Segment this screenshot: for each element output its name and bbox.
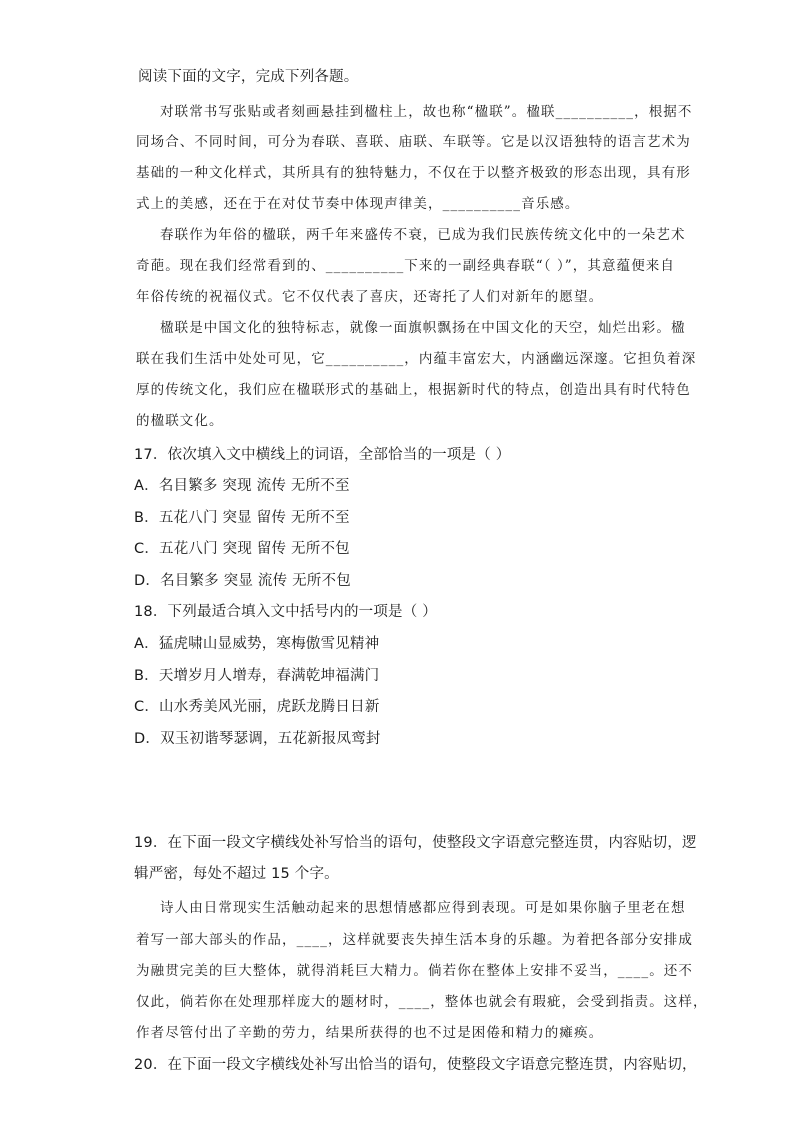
question-17-option-c: C．五花八门 突现 留传 无所不包 — [134, 541, 350, 557]
passage-line: 联在我们生活中处处可见，它__________，内蕴丰富宏大，内涵幽远深邃。它担负着深 — [136, 351, 697, 367]
question-19-stem: 辑严密，每处不超过 15 个字。 — [134, 866, 339, 882]
passage-line: 厚的传统文化，我们应在楹联形式的基础上，根据新时代的特点，创造出具有时代特色 — [136, 382, 691, 398]
question-17-option-b: B．五花八门 突显 留传 无所不至 — [134, 510, 350, 526]
question-18-option-c: C．山水秀美风光丽，虎跃龙腾日日新 — [134, 699, 380, 715]
passage-line: 诗人由日常现实生活触动起来的思想情感都应得到表现。可是如果你脑子里老在想 — [160, 900, 686, 916]
passage-line: 仅此，倘若你在处理那样庞大的题材时，____，整体也就会有瑕疵，会受到指责。这样， — [136, 994, 708, 1010]
passage-line: 奇葩。现在我们经常看到的、__________下来的一副经典春联“（ ）”，其意蕴便来自 — [136, 258, 675, 274]
question-17-option-d: D．名目繁多 突显 流传 无所不包 — [134, 573, 351, 589]
passage-line: 楹联是中国文化的独特标志，就像一面旗帜飘扬在中国文化的天空，灿烂出彩。楹 — [160, 320, 686, 336]
passage-line: 春联作为年俗的楹联，两千年来盛传不衰，已成为我们民族传统文化中的一朵艺术 — [160, 227, 686, 243]
passage-line: 的楹联文化。 — [136, 413, 224, 429]
passage-line: 着写一部大部头的作品，____，这样就要丧失掉生活本身的乐趣。为着把各部分安排成 — [136, 932, 693, 948]
passage-line: 式上的美感，还在于在对仗节奏中体现声律美，__________音乐感。 — [136, 196, 580, 212]
question-18-option-d: D．双玉初谐琴瑟调，五花新报凤鸾封 — [134, 731, 381, 747]
passage-line: 作者尽管付出了辛勤的劳力，结果所获得的也不过是困倦和精力的瘫痪。 — [136, 1025, 604, 1041]
passage-line: 年俗传统的祝福仪式。它不仅代表了喜庆，还寄托了人们对新年的愿望。 — [136, 289, 604, 305]
passage-line: 基础的一种文化样式，其所具有的独特魅力，不仅在于以整齐极致的形态出现，具有形 — [136, 165, 691, 181]
question-18-stem: 18．下列最适合填入文中括号内的一项是（ ） — [134, 604, 437, 620]
question-18-option-b: B．天增岁月人增寿，春满乾坤福满门 — [134, 668, 380, 684]
question-17-stem: 17．依次填入文中横线上的词语，全部恰当的一项是（ ） — [134, 447, 511, 463]
passage-line: 对联常书写张贴或者刻画悬挂到楹柱上，故也称“楹联”。楹联__________，根据不 — [160, 104, 693, 120]
question-18-option-a: A．猛虎啸山显威势，寒梅傲雪见精神 — [134, 636, 380, 652]
question-17-option-a: A．名目繁多 突现 流传 无所不至 — [134, 478, 350, 494]
section-heading: 阅读下面的文字，完成下列各题。 — [138, 69, 359, 85]
question-20-stem: 20．在下面一段文字横线处补写出恰当的语句，使整段文字语意完整连贯，内容贴切， — [134, 1057, 697, 1073]
passage-line: 同场合、不同时间，可分为春联、喜联、庙联、车联等。它是以汉语独特的语言艺术为 — [136, 134, 691, 150]
passage-line: 为融贯完美的巨大整体，就得消耗巨大精力。倘若你在整体上安排不妥当，____。还不 — [136, 963, 693, 979]
question-19-stem: 19．在下面一段文字横线处补写恰当的语句，使整段文字语意完整连贯，内容贴切，逻 — [134, 835, 697, 851]
